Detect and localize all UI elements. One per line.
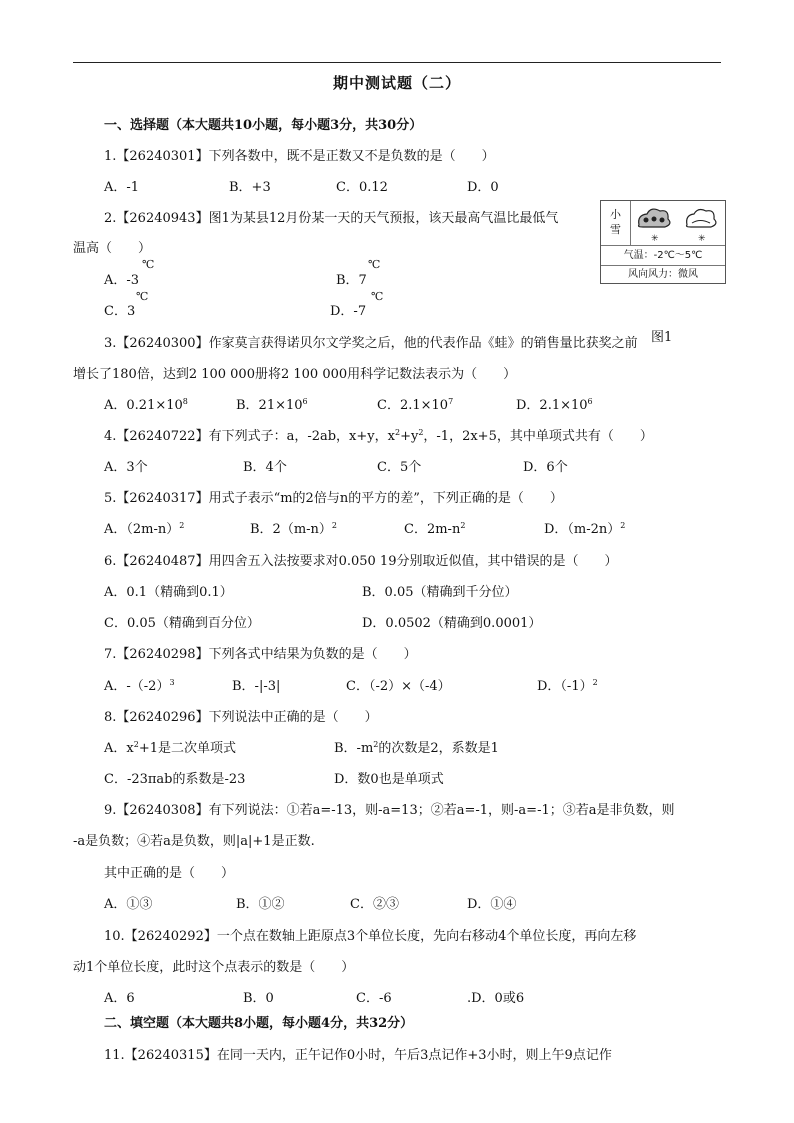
weather-type-line1: 小 [610, 208, 621, 221]
weather-type-cell [601, 201, 631, 245]
question-9-stem-line3: 其中正确的是（ ） [104, 866, 235, 881]
weather-forecast-figure [600, 200, 726, 284]
q10-option-c: C．-6 [356, 991, 392, 1006]
question-3-stem-line1: 3.【26240300】作家莫言获得诺贝尔文学奖之后，他的代表作品《蛙》的销售量比获奖之前 [104, 336, 638, 351]
question-2-stem-line1: 2.【26240943】图1为某县12月份某一天的天气预报，该天最高气温比最低气 [104, 211, 559, 226]
q10-option-d: .D．0或6 [467, 991, 525, 1006]
q3-option-b: B．$21\times 10^6$ [236, 397, 308, 413]
question-8-stem: 8.【26240296】下列说法中正确的是（ ） [104, 710, 378, 725]
q8-option-b: B．$-m^2$的次数是2，系数是1 [334, 740, 499, 756]
weather-temperature: 气温：-2℃～5℃ [601, 245, 725, 265]
page-title: 期中测试题（二） [332, 74, 461, 92]
q5-option-d: D．$(m-2n)^2$ [544, 521, 626, 537]
question-9-stem-line1: 9.【26240308】有下列说法：①若a=-13，则-a=13；②若a=-1，则-a=-1；③若a是非负数，则 [104, 803, 675, 818]
q9-option-b: B．①② [236, 897, 285, 912]
q4-option-a: A．3个 [104, 460, 148, 475]
snow-cloud-icon [631, 201, 725, 245]
q4-option-d: D．6个 [523, 460, 568, 475]
q2-option-a-unit: ℃ [142, 258, 155, 271]
question-9-stem-line2: -a是负数；④若a是负数，则|a|+1是正数. [73, 834, 315, 849]
q5-option-a: A．$(2m-n)^2$ [104, 521, 185, 537]
question-1-stem: 1.【26240301】下列各数中，既不是正数又不是负数的是（ ） [104, 149, 495, 164]
q1-option-b: B．+3 [229, 180, 271, 195]
q9-option-a: A．①③ [104, 897, 153, 912]
question-6-stem: 6.【26240487】用四舍五入法按要求对0.050 19分别取近似值，其中错误的是（ ） [104, 554, 618, 569]
question-3-stem-line2: 增长了180倍，达到2 100 000册将2 100 000用科学记数法表示为（ ） [73, 367, 517, 382]
q3-option-d: D．$2.1\times 10^6$ [516, 397, 593, 413]
weather-icons [631, 201, 725, 245]
q6-option-a: A．0.1（精确到0.1） [104, 585, 233, 600]
question-7-stem: 7.【26240298】下列各式中结果为负数的是（ ） [104, 647, 417, 662]
q5-option-c: C．$2m-n^2$ [404, 521, 466, 537]
question-10-stem-line1: 10.【26240292】一个点在数轴上距原点3个单位长度，先向右移动4个单位长度，再向左移 [104, 929, 637, 944]
q7-option-b: B．-|-3| [232, 679, 281, 694]
q2-option-a: A．-3 [104, 273, 140, 288]
q2-option-b: B．7 [336, 273, 367, 288]
q2-option-b-unit: ℃ [368, 258, 381, 271]
q4-option-b: B．4个 [243, 460, 287, 475]
q1-option-a: A．-1 [104, 180, 140, 195]
q6-option-b: B．0.05（精确到千分位） [362, 585, 518, 600]
header-rule [73, 62, 721, 63]
q4-option-c: C．5个 [377, 460, 422, 475]
q10-option-b: B．0 [243, 991, 274, 1006]
figure-caption: 图1 [651, 330, 673, 345]
q2-option-d: D．-7 [330, 304, 367, 319]
q1-option-c: C．0.12 [336, 180, 388, 195]
section-heading-fill: 二、填空题（本大题共8小题，每小题4分，共32分） [104, 1016, 414, 1031]
q7-option-d: D．$(-1)^2$ [537, 678, 598, 694]
q3-option-a: A．$0.21\times 10^8$ [104, 397, 188, 413]
section-heading-choice: 一、选择题（本大题共10小题，每小题3分，共30分） [104, 118, 423, 133]
question-10-stem-line2: 动1个单位长度，此时这个点表示的数是（ ） [73, 960, 355, 975]
question-11-stem: 11.【26240315】在同一天内，正午记作0小时，午后3点记作+3小时，则上午9点记作 [104, 1048, 612, 1063]
question-2-stem-line2: 温高（ ） [73, 241, 152, 256]
q3-option-c: C．$2.1\times 10^7$ [377, 397, 454, 413]
q6-option-c: C．0.05（精确到百分位） [104, 616, 260, 631]
q9-option-d: D．①④ [467, 897, 517, 912]
svg-text:✳: ✳ [651, 234, 659, 244]
svg-text:✳: ✳ [698, 234, 706, 244]
q8-option-c: C．-23πab的系数是-23 [104, 772, 246, 787]
q9-option-c: C．②③ [350, 897, 399, 912]
question-4-stem: 4.【26240722】有下列式子：a，-2ab，x+y，$x^2+y^2$，-1，2x+5，其中单项式共有（ ） [104, 428, 653, 444]
q2-option-d-unit: ℃ [371, 290, 384, 303]
weather-type-line2: 雪 [610, 223, 621, 236]
q2-option-c: C．3 [104, 304, 136, 319]
weather-wind: 风向风力：微风 [601, 265, 725, 284]
q2-option-c-unit: ℃ [136, 290, 149, 303]
q5-option-b: B．$2(m-n)^2$ [250, 521, 338, 537]
question-5-stem: 5.【26240317】用式子表示“m的2倍与n的平方的差”，下列正确的是（ ） [104, 491, 563, 506]
q8-option-a: A．$x^2+1$是二次单项式 [104, 740, 236, 756]
q6-option-d: D．0.0502（精确到0.0001） [362, 616, 542, 631]
q10-option-a: A．6 [104, 991, 135, 1006]
q1-option-d: D．0 [467, 180, 499, 195]
q8-option-d: D．数0也是单项式 [334, 772, 444, 787]
q7-option-a: A．$-(-2)^3$ [104, 678, 175, 694]
q7-option-c: C．（-2）×（-4） [346, 679, 451, 694]
